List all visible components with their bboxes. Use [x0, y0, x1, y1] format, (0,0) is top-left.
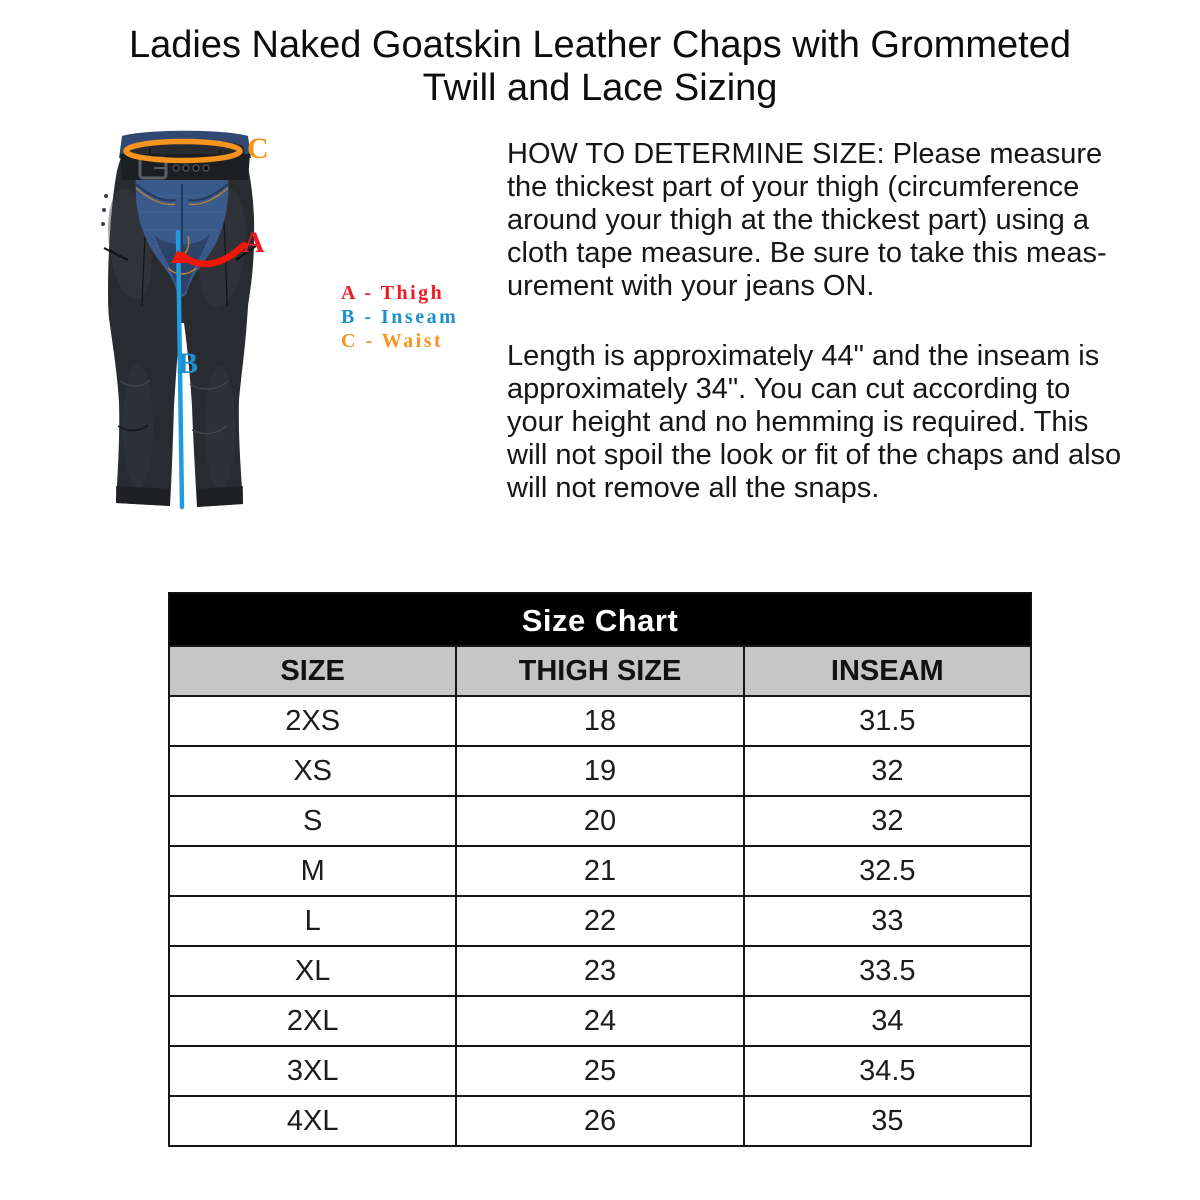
text-line: your height and no hemming is required. This: [507, 406, 1089, 438]
thigh-marker-a: A: [243, 226, 265, 259]
thigh-size-cell: 18: [456, 696, 743, 746]
page-title: [0, 24, 1200, 110]
legend-item: C - Waist: [341, 330, 444, 352]
inseam-cell: 34: [744, 996, 1031, 1046]
size-row: [169, 1096, 1031, 1146]
size-cell: XL: [169, 946, 456, 996]
text-line: will not remove all the snaps.: [507, 472, 880, 504]
text-line: will not spoil the look or fit of the chaps and also: [507, 439, 1122, 471]
size-row: [169, 696, 1031, 746]
inseam-marker-b: B: [178, 347, 199, 380]
thigh-size-cell: 22: [456, 896, 743, 946]
inseam-cell: 34.5: [744, 1046, 1031, 1096]
size-chart-title: Size Chart: [168, 592, 1032, 645]
size-cell: 2XS: [169, 696, 456, 746]
size-cell: M: [169, 846, 456, 896]
size-chart: [168, 592, 1032, 1147]
length-paragraph: [507, 340, 1167, 505]
size-cell: XS: [169, 746, 456, 796]
legend-item: B - Inseam: [341, 306, 459, 328]
size-cell: 3XL: [169, 1046, 456, 1096]
text-line: around your thigh at the thickest part) using a: [507, 204, 1089, 236]
size-cell: S: [169, 796, 456, 846]
thigh-size-cell: 20: [456, 796, 743, 846]
thigh-size-cell: 25: [456, 1046, 743, 1096]
text-line: approximately 34". You can cut according to: [507, 373, 1071, 405]
thigh-size-cell: 26: [456, 1096, 743, 1146]
inseam-cell: 32.5: [744, 846, 1031, 896]
page-title-line2: Twill and Lace Sizing: [422, 67, 778, 109]
size-cell: 4XL: [169, 1096, 456, 1146]
how-to-paragraph: [507, 138, 1167, 303]
thigh-size-cell: 19: [456, 746, 743, 796]
inseam-cell: 35: [744, 1096, 1031, 1146]
inseam-cell: 33.5: [744, 946, 1031, 996]
thigh-size-cell: 24: [456, 996, 743, 1046]
size-row: [169, 1046, 1031, 1096]
text-line: the thickest part of your thigh (circumference: [507, 171, 1080, 203]
column-header-inseam: INSEAM: [744, 646, 1031, 696]
column-header-thigh-size: THIGH SIZE: [456, 646, 743, 696]
size-row: [169, 796, 1031, 846]
column-header-size: SIZE: [169, 646, 456, 696]
thigh-size-cell: 23: [456, 946, 743, 996]
inseam-cell: 32: [744, 746, 1031, 796]
text-line: Length is approximately 44" and the inseam is: [507, 340, 1100, 372]
text-line: urement with your jeans ON.: [507, 270, 875, 302]
chaps-product-image: [70, 126, 320, 558]
size-table-header-row: [169, 646, 1031, 696]
thigh-size-cell: 21: [456, 846, 743, 896]
legend-item: A - Thigh: [341, 282, 445, 304]
size-row: [169, 896, 1031, 946]
size-row: [169, 746, 1031, 796]
size-row: [169, 846, 1031, 896]
inseam-cell: 32: [744, 796, 1031, 846]
size-table-body: [169, 696, 1031, 1146]
size-cell: 2XL: [169, 996, 456, 1046]
size-cell: L: [169, 896, 456, 946]
size-table: [168, 645, 1032, 1147]
inseam-cell: 33: [744, 896, 1031, 946]
inseam-cell: 31.5: [744, 696, 1031, 746]
measurement-legend: [341, 281, 458, 353]
page-title-line1: Ladies Naked Goatskin Leather Chaps with Grommeted: [128, 24, 1072, 66]
waist-marker-c: C: [247, 132, 269, 165]
text-line: HOW TO DETERMINE SIZE: Please measure: [507, 138, 1103, 170]
size-row: [169, 946, 1031, 996]
sizing-instructions: [507, 138, 1167, 505]
size-row: [169, 996, 1031, 1046]
text-line: cloth tape measure. Be sure to take this meas-: [507, 237, 1107, 269]
